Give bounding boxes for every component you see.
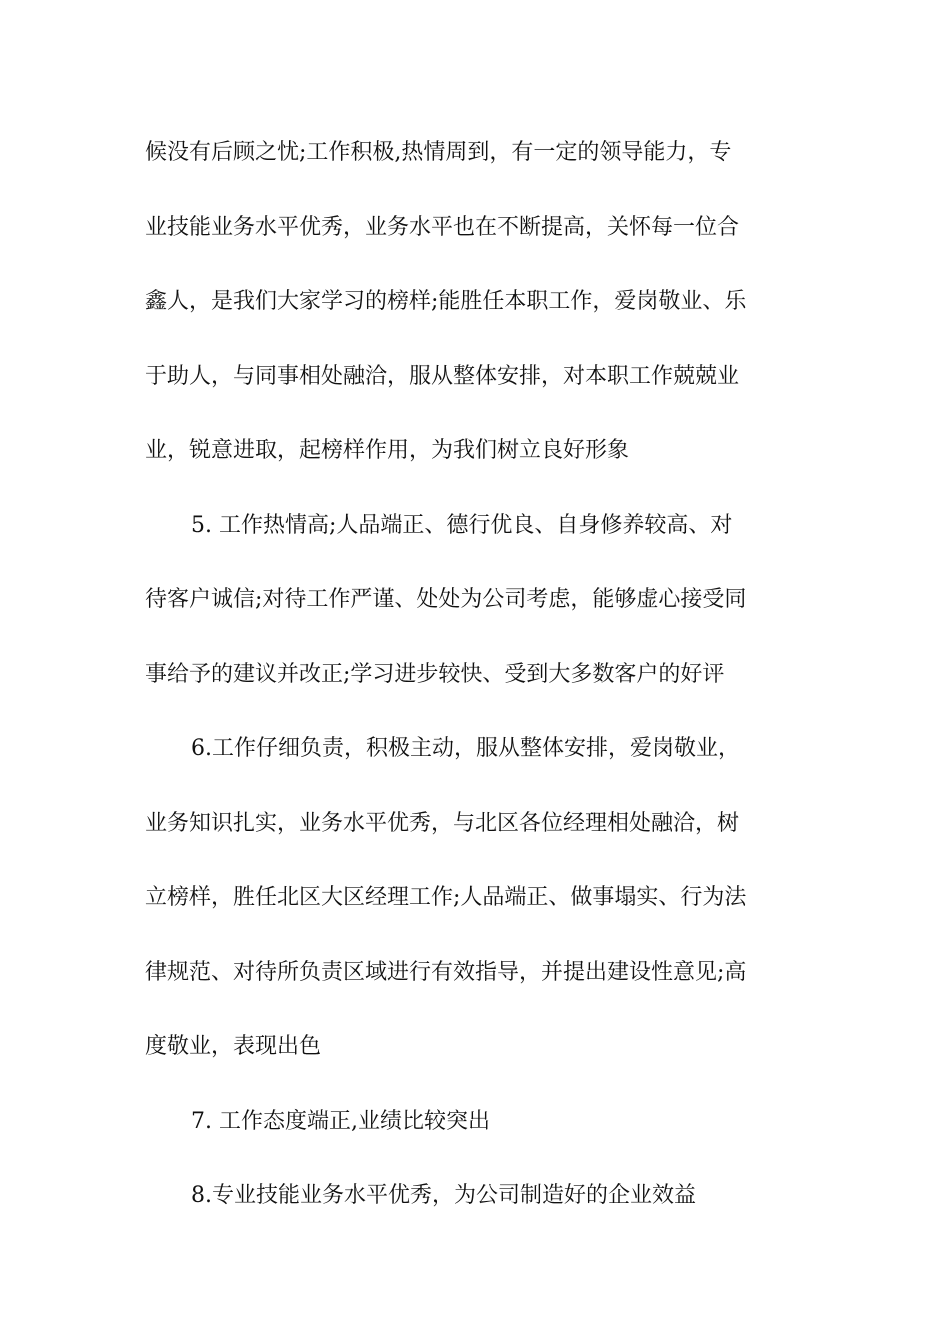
text-line: 于助人，与同事相处融洽，服从整体安排，对本职工作兢兢业 — [145, 363, 740, 389]
list-item-5: 5. 工作热情高;人品端正、德行优良、自身修养较高、对 — [191, 512, 733, 538]
text-line: 候没有后顾之忧;工作积极,热情周到，有一定的领导能力，专 — [145, 140, 732, 165]
text-line: 事给予的建议并改正;学习进步较快、受到大多数客户的好评 — [145, 661, 725, 687]
text-line: 业，锐意进取，起榜样作用，为我们树立良好形象 — [145, 438, 630, 463]
text-line: 律规范、对待所负责区域进行有效指导，并提出建设性意见;高 — [145, 959, 747, 985]
text-line: 立榜样，胜任北区大区经理工作;人品端正、做事塌实、行为法 — [145, 885, 747, 910]
document-body — [145, 128, 810, 1246]
list-item-6: 6.工作仔细负责，积极主动，服从整体安排，爱岗敬业， — [191, 736, 740, 761]
text-line: 度敬业，表现出色 — [145, 1034, 322, 1059]
text-line: 待客户诚信;对待工作严谨、处处为公司考虑，能够虚心接受同 — [145, 587, 747, 612]
text-line: 业技能业务水平优秀，业务水平也在不断提高，关怀每一位合 — [145, 214, 740, 240]
list-item-7: 7. 工作态度端正,业绩比较突出 — [191, 1108, 490, 1134]
text-line: 业务知识扎实，业务水平优秀，与北区各位经理相处融洽，树 — [145, 810, 740, 836]
list-item-8: 8.专业技能业务水平优秀，为公司制造好的企业效益 — [191, 1183, 696, 1208]
text-line: 鑫人，是我们大家学习的榜样;能胜任本职工作，爱岗敬业、乐 — [145, 289, 747, 314]
